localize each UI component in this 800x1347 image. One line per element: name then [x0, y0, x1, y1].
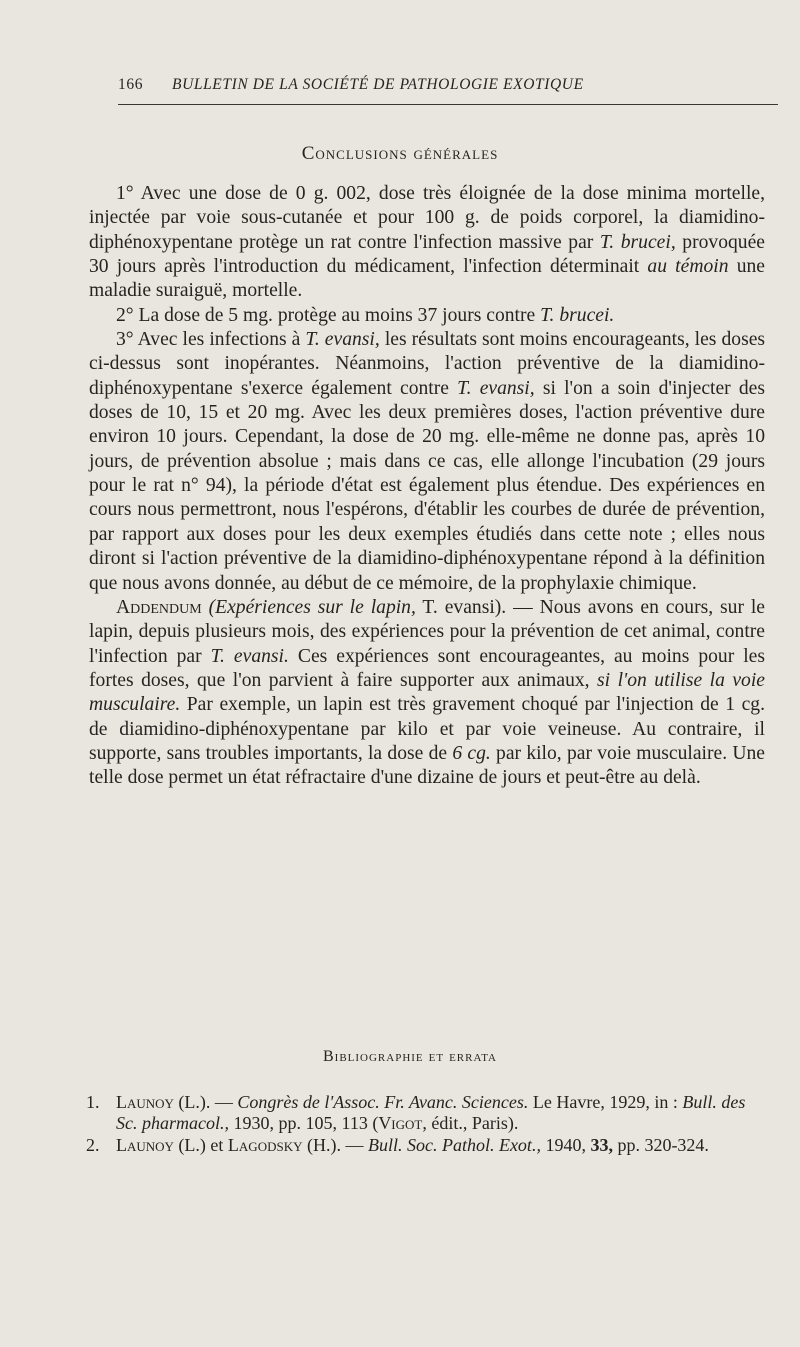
paragraph-1: 1° Avec une dose de 0 g. 002, dose très éloignée de la dose minima mortelle, injectée par voie sous-cutanée et pour 100 g. de poids corporel, la diamidino-diphénoxypentane protège un rat contre l'infection massive par T. brucei, provoquée 30 jours après l'introduction du médicament, l'infection déterminait au témoin une maladie suraiguë, mortelle. [89, 183, 765, 302]
body-text [89, 182, 765, 791]
section-heading-bibliography: Bibliographie et errata [322, 1048, 497, 1065]
section-heading-conclusions: Conclusions générales [301, 143, 499, 164]
page-number: 166 [118, 76, 144, 93]
paragraph-2: 2° La dose de 5 mg. protège au moins 37 jours contre T. brucei. [116, 304, 615, 326]
bibliography-item: 1. Launoy (L.). — Congrès de l'Assoc. Fr. Avanc. Sciences. Le Havre, 1929, in : Bull. des Sc. pharmacol., 1930, pp. 105, 113 (Vigot, édit., Paris). [86, 1092, 746, 1133]
paragraph-3: 3° Avec les infections à T. evansi, les résultats sont moins encourageants, les doses ci-dessus sont inopérantes. Néanmoins, l'action préventive de la diamidino-diphénoxypentane s'exerce également contre T. evansi, si l'on a soin d'injecter des doses de 10, 15 et 20 mg. Avec les deux premières doses, l'action préventive dure environ 10 jours. Cependant, la dose de 20 mg. elle-même ne donne pas, après 10 jours, de prévention absolue ; mais dans ce cas, elle allonge l'incubation (29 jours pour le rat n° 94), la période d'état est également plus étendue. Des expériences en cours nous permettront, nous l'espérons, d'établir les courbes de durée de prévention, par rapport aux doses pour les deux exemples étudiés dans cette note ; elles nous diront si l'action préventive de la diamidino-diphénoxypentane répond à la définition que nous avons donnée, au début de ce mémoire, de la prophylaxie chimique. [89, 329, 766, 594]
addendum-label: Addendum [116, 596, 202, 618]
header-rule [118, 104, 778, 105]
addendum-paragraph: Addendum (Expériences sur le lapin, T. evansi). — Nous avons en cours, sur le lapin, depuis plusieurs mois, des expériences pour la prévention de cet animal, contre l'infection par T. evansi. Ces expériences sont encourageantes, au moins pour les fortes doses, que l'on parvient à faire supporter aux animaux, si l'on utilise la voie musculaire. Par exemple, un lapin est très gravement choqué par l'injection de 1 cg. de diamidino-diphénoxypentane par kilo et par voie veineuse. Au contraire, il supporte, sans troubles importants, la dose de 6 cg. par kilo, par voie musculaire. Une telle dose permet un état réfractaire d'une dizaine de jours et peut-être au delà. [89, 596, 765, 789]
journal-title: BULLETIN DE LA SOCIÉTÉ DE PATHOLOGIE EXOTIQUE [172, 76, 584, 93]
bibliography-list [86, 1092, 766, 1158]
bibliography-item: 2. Launoy (L.) et Lagodsky (H.). — Bull. Soc. Pathol. Exot., 1940, 33, pp. 320-324. [86, 1135, 709, 1155]
